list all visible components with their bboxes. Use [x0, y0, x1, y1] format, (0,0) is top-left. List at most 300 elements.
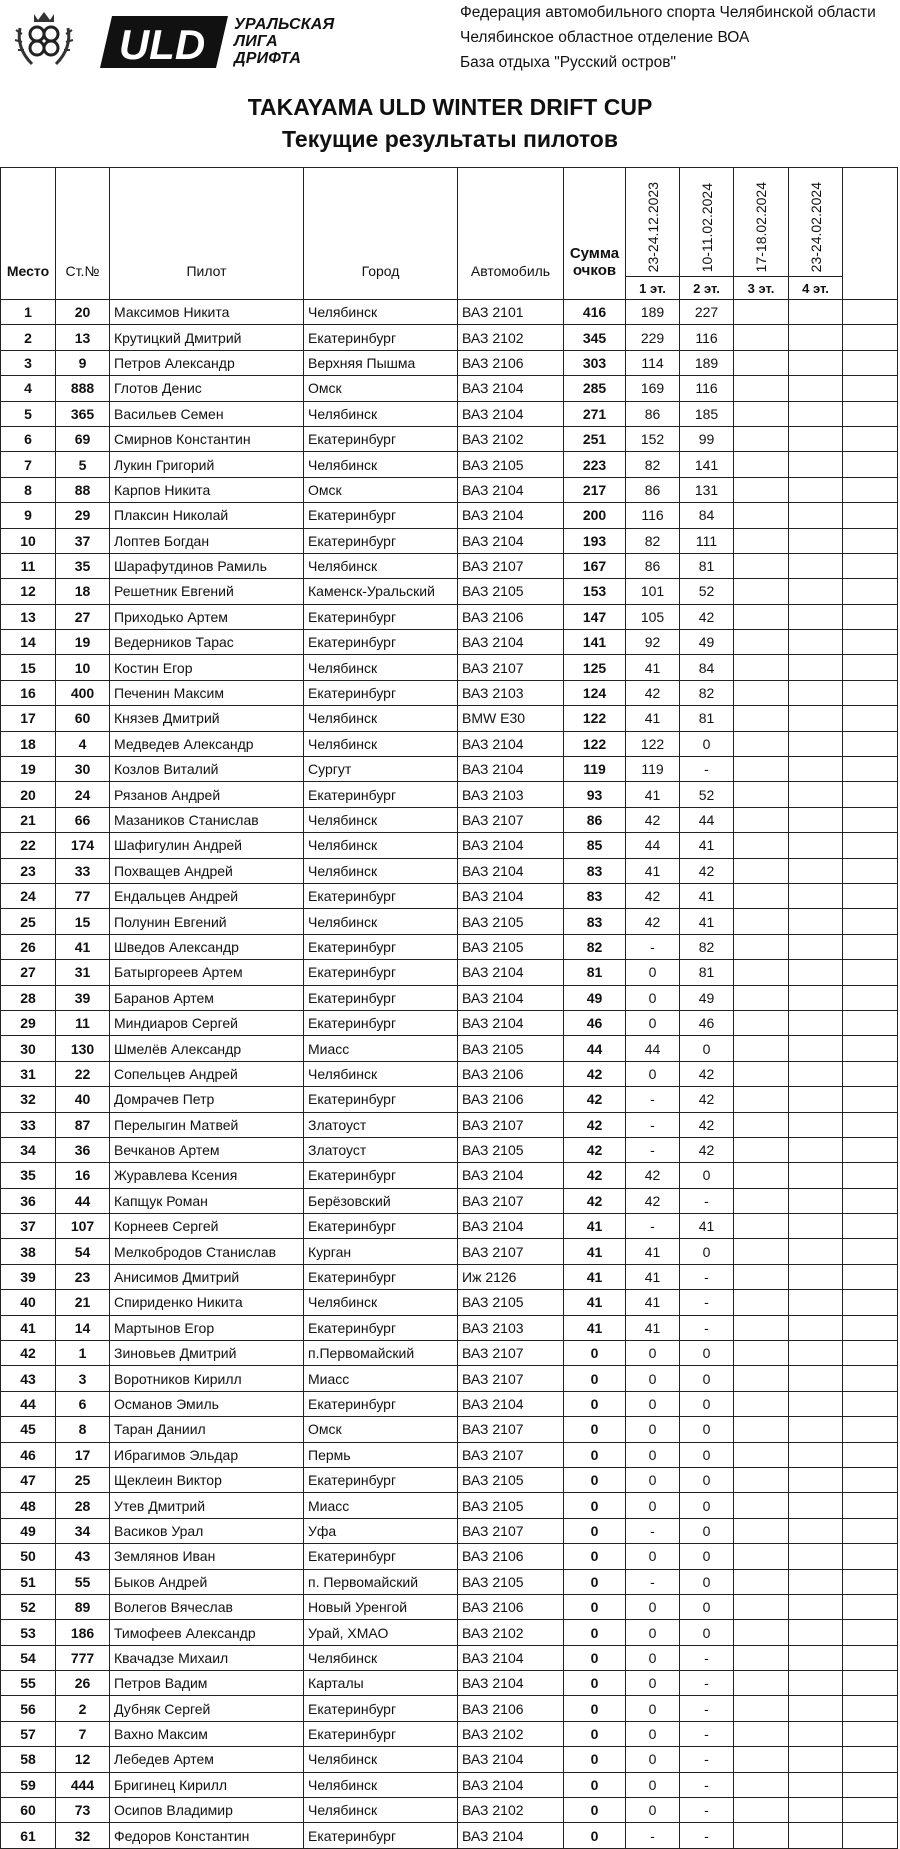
- stage2-cell: 0: [680, 1569, 734, 1594]
- stage3-cell: [734, 1315, 789, 1340]
- city-cell: Екатеринбург: [304, 1315, 458, 1340]
- num-cell: 28: [56, 1493, 110, 1518]
- car-cell: ВАЗ 2104: [458, 883, 564, 908]
- stage4-cell: [789, 1721, 843, 1746]
- stage4-cell: [789, 1518, 843, 1543]
- pilot-cell: Зиновьев Дмитрий: [110, 1341, 304, 1366]
- total-cell: 42: [564, 1061, 626, 1086]
- stage3-cell: [734, 1036, 789, 1061]
- place-cell: 24: [1, 883, 56, 908]
- table-row: [1, 477, 898, 502]
- stage4-cell: [789, 680, 843, 705]
- place-cell: 51: [1, 1569, 56, 1594]
- num-cell: 9: [56, 350, 110, 375]
- num-cell: 4: [56, 731, 110, 756]
- num-cell: 400: [56, 680, 110, 705]
- stage2-cell: 82: [680, 934, 734, 959]
- stage1-cell: 41: [626, 706, 680, 731]
- place-cell: 26: [1, 934, 56, 959]
- stage3-cell: [734, 1137, 789, 1162]
- table-row: [1, 1569, 898, 1594]
- total-cell: 0: [564, 1391, 626, 1416]
- stage1-cell: 44: [626, 833, 680, 858]
- car-cell: ВАЗ 2104: [458, 1214, 564, 1239]
- city-cell: Уфа: [304, 1518, 458, 1543]
- stage3-cell: [734, 325, 789, 350]
- stage3-cell: [734, 706, 789, 731]
- extra-cell: [843, 1493, 898, 1518]
- city-cell: Омск: [304, 376, 458, 401]
- stage2-cell: 81: [680, 706, 734, 731]
- stage2-cell: 81: [680, 553, 734, 578]
- extra-cell: [843, 1290, 898, 1315]
- place-cell: 56: [1, 1696, 56, 1721]
- table-row: [1, 401, 898, 426]
- extra-cell: [843, 680, 898, 705]
- stage2-cell: 52: [680, 579, 734, 604]
- stage2-cell: 0: [680, 1391, 734, 1416]
- stage2-cell: 99: [680, 426, 734, 451]
- num-cell: 33: [56, 858, 110, 883]
- stage2-cell: -: [680, 1188, 734, 1213]
- num-cell: 444: [56, 1772, 110, 1797]
- table-row: [1, 1544, 898, 1569]
- num-cell: 19: [56, 630, 110, 655]
- stage2-cell: -: [680, 757, 734, 782]
- place-cell: 34: [1, 1137, 56, 1162]
- pilot-cell: Максимов Никита: [110, 300, 304, 325]
- stage3-cell: [734, 934, 789, 959]
- extra-cell: [843, 300, 898, 325]
- city-cell: Курган: [304, 1239, 458, 1264]
- table-header-row: [1, 168, 898, 277]
- num-cell: 39: [56, 985, 110, 1010]
- city-cell: Верхняя Пышма: [304, 350, 458, 375]
- extra-cell: [843, 858, 898, 883]
- stage1-cell: 92: [626, 630, 680, 655]
- stage3-cell: [734, 1087, 789, 1112]
- stage4-cell: [789, 1112, 843, 1137]
- stage2-cell: 49: [680, 985, 734, 1010]
- stage1-cell: 105: [626, 604, 680, 629]
- extra-cell: [843, 630, 898, 655]
- total-cell: 122: [564, 706, 626, 731]
- num-cell: 130: [56, 1036, 110, 1061]
- stage3-cell: [734, 426, 789, 451]
- table-row: [1, 1467, 898, 1492]
- stage-label: 1 эт.: [626, 277, 680, 300]
- place-cell: 57: [1, 1721, 56, 1746]
- pilot-cell: Перелыгин Матвей: [110, 1112, 304, 1137]
- extra-cell: [843, 1341, 898, 1366]
- stage2-cell: 82: [680, 680, 734, 705]
- car-cell: ВАЗ 2104: [458, 528, 564, 553]
- place-cell: 61: [1, 1823, 56, 1848]
- extra-cell: [843, 909, 898, 934]
- city-cell: Екатеринбург: [304, 503, 458, 528]
- total-cell: 200: [564, 503, 626, 528]
- car-cell: ВАЗ 2104: [458, 731, 564, 756]
- stage3-cell: [734, 731, 789, 756]
- total-cell: 285: [564, 376, 626, 401]
- place-cell: 9: [1, 503, 56, 528]
- city-cell: Омск: [304, 1417, 458, 1442]
- city-cell: Екатеринбург: [304, 1087, 458, 1112]
- pilot-cell: Осипов Владимир: [110, 1798, 304, 1823]
- stage1-cell: 41: [626, 858, 680, 883]
- table-row: [1, 1315, 898, 1340]
- total-cell: 83: [564, 858, 626, 883]
- total-cell: 83: [564, 909, 626, 934]
- pilot-cell: Землянов Иван: [110, 1544, 304, 1569]
- stage4-cell: [789, 477, 843, 502]
- pilot-cell: Миндиаров Сергей: [110, 1010, 304, 1035]
- pilot-cell: Федоров Константин: [110, 1823, 304, 1848]
- stage2-cell: -: [680, 1721, 734, 1746]
- uld-logo: [100, 14, 228, 70]
- extra-cell: [843, 1671, 898, 1696]
- stage4-cell: [789, 300, 843, 325]
- table-row: [1, 1341, 898, 1366]
- stage4-cell: [789, 1341, 843, 1366]
- col-city-header: Город: [304, 168, 458, 300]
- stage4-cell: [789, 1594, 843, 1619]
- table-row: [1, 452, 898, 477]
- stage3-cell: [734, 757, 789, 782]
- place-cell: 28: [1, 985, 56, 1010]
- extra-cell: [843, 1620, 898, 1645]
- num-cell: 26: [56, 1671, 110, 1696]
- pilot-cell: Волегов Вячеслав: [110, 1594, 304, 1619]
- extra-cell: [843, 1112, 898, 1137]
- stage3-cell: [734, 807, 789, 832]
- stage3-cell: [734, 528, 789, 553]
- stage3-cell: [734, 1493, 789, 1518]
- extra-cell: [843, 1823, 898, 1848]
- organizer-info: [460, 0, 876, 75]
- city-cell: Екатеринбург: [304, 1391, 458, 1416]
- num-cell: 43: [56, 1544, 110, 1569]
- place-cell: 17: [1, 706, 56, 731]
- extra-cell: [843, 325, 898, 350]
- stage1-cell: -: [626, 1137, 680, 1162]
- stage1-cell: 0: [626, 960, 680, 985]
- table-row: [1, 630, 898, 655]
- stage2-cell: -: [680, 1671, 734, 1696]
- stage1-cell: -: [626, 1087, 680, 1112]
- table-row: [1, 1112, 898, 1137]
- car-cell: ВАЗ 2104: [458, 960, 564, 985]
- city-cell: Екатеринбург: [304, 1696, 458, 1721]
- total-cell: 81: [564, 960, 626, 985]
- city-cell: Екатеринбург: [304, 1214, 458, 1239]
- extra-cell: [843, 731, 898, 756]
- place-cell: 1: [1, 300, 56, 325]
- place-cell: 47: [1, 1467, 56, 1492]
- table-row: [1, 325, 898, 350]
- pilot-cell: Крутицкий Дмитрий: [110, 325, 304, 350]
- stage4-cell: [789, 401, 843, 426]
- stage2-cell: 0: [680, 1493, 734, 1518]
- stage1-cell: 82: [626, 452, 680, 477]
- car-cell: ВАЗ 2105: [458, 1569, 564, 1594]
- stage4-cell: [789, 528, 843, 553]
- pilot-cell: Князев Дмитрий: [110, 706, 304, 731]
- car-cell: Иж 2126: [458, 1264, 564, 1289]
- stage3-cell: [734, 1112, 789, 1137]
- city-cell: Екатеринбург: [304, 426, 458, 451]
- stage3-cell: [734, 1214, 789, 1239]
- total-cell: 141: [564, 630, 626, 655]
- city-cell: Челябинск: [304, 858, 458, 883]
- stage4-cell: [789, 1315, 843, 1340]
- place-cell: 48: [1, 1493, 56, 1518]
- stage1-cell: 0: [626, 1391, 680, 1416]
- stage2-cell: 0: [680, 1163, 734, 1188]
- table-row: [1, 1671, 898, 1696]
- stage1-cell: 86: [626, 553, 680, 578]
- extra-cell: [843, 1366, 898, 1391]
- stage2-cell: -: [680, 1315, 734, 1340]
- pilot-cell: Васильев Семен: [110, 401, 304, 426]
- stage3-cell: [734, 401, 789, 426]
- car-cell: ВАЗ 2102: [458, 1798, 564, 1823]
- pilot-cell: Медведев Александр: [110, 731, 304, 756]
- total-cell: 42: [564, 1137, 626, 1162]
- city-cell: Екатеринбург: [304, 960, 458, 985]
- stage4-cell: [789, 1544, 843, 1569]
- table-row: [1, 985, 898, 1010]
- extra-cell: [843, 934, 898, 959]
- stage4-cell: [789, 655, 843, 680]
- extra-cell: [843, 1417, 898, 1442]
- pilot-cell: Козлов Виталий: [110, 757, 304, 782]
- extra-cell: [843, 350, 898, 375]
- total-cell: 271: [564, 401, 626, 426]
- num-cell: 27: [56, 604, 110, 629]
- city-cell: Златоуст: [304, 1137, 458, 1162]
- city-cell: Челябинск: [304, 1061, 458, 1086]
- total-cell: 41: [564, 1290, 626, 1315]
- stage2-cell: 44: [680, 807, 734, 832]
- place-cell: 19: [1, 757, 56, 782]
- car-cell: ВАЗ 2105: [458, 1493, 564, 1518]
- pilot-cell: Ендальцев Андрей: [110, 883, 304, 908]
- extra-cell: [843, 1264, 898, 1289]
- car-cell: ВАЗ 2104: [458, 630, 564, 655]
- car-cell: ВАЗ 2104: [458, 1391, 564, 1416]
- car-cell: ВАЗ 2107: [458, 1239, 564, 1264]
- stage4-cell: [789, 807, 843, 832]
- place-cell: 21: [1, 807, 56, 832]
- extra-cell: [843, 960, 898, 985]
- total-cell: 153: [564, 579, 626, 604]
- total-cell: 41: [564, 1264, 626, 1289]
- num-cell: 24: [56, 782, 110, 807]
- place-cell: 36: [1, 1188, 56, 1213]
- stage4-cell: [789, 858, 843, 883]
- stage3-cell: [734, 1391, 789, 1416]
- num-cell: 23: [56, 1264, 110, 1289]
- stage1-cell: 0: [626, 1721, 680, 1746]
- stage4-cell: [789, 706, 843, 731]
- total-cell: 42: [564, 1188, 626, 1213]
- num-cell: 2: [56, 1696, 110, 1721]
- stage1-cell: 0: [626, 1620, 680, 1645]
- pilot-cell: Квачадзе Михаил: [110, 1645, 304, 1670]
- col-empty: [843, 168, 898, 300]
- pilot-cell: Полунин Евгений: [110, 909, 304, 934]
- stage3-cell: [734, 1721, 789, 1746]
- table-row: [1, 1442, 898, 1467]
- car-cell: ВАЗ 2102: [458, 325, 564, 350]
- table-row: [1, 1010, 898, 1035]
- place-cell: 27: [1, 960, 56, 985]
- pilot-cell: Петров Александр: [110, 350, 304, 375]
- pilot-cell: Шафигулин Андрей: [110, 833, 304, 858]
- stage4-cell: [789, 1467, 843, 1492]
- extra-cell: [843, 1569, 898, 1594]
- place-cell: 38: [1, 1239, 56, 1264]
- stage2-cell: 189: [680, 350, 734, 375]
- extra-cell: [843, 1010, 898, 1035]
- car-cell: ВАЗ 2102: [458, 1620, 564, 1645]
- num-cell: 15: [56, 909, 110, 934]
- place-cell: 3: [1, 350, 56, 375]
- stage3-cell: [734, 350, 789, 375]
- car-cell: ВАЗ 2106: [458, 1087, 564, 1112]
- stage2-cell: 42: [680, 1112, 734, 1137]
- place-cell: 33: [1, 1112, 56, 1137]
- col-date-3: 17-18.02.2024: [734, 168, 789, 277]
- place-cell: 43: [1, 1366, 56, 1391]
- extra-cell: [843, 1772, 898, 1797]
- stage2-cell: 0: [680, 1341, 734, 1366]
- table-row: [1, 1391, 898, 1416]
- extra-cell: [843, 1391, 898, 1416]
- num-cell: 12: [56, 1747, 110, 1772]
- total-cell: 83: [564, 883, 626, 908]
- extra-cell: [843, 1036, 898, 1061]
- num-cell: 44: [56, 1188, 110, 1213]
- table-row: [1, 1798, 898, 1823]
- table-row: [1, 731, 898, 756]
- car-cell: ВАЗ 2104: [458, 1772, 564, 1797]
- city-cell: Карталы: [304, 1671, 458, 1696]
- pilot-cell: Тимофеев Александр: [110, 1620, 304, 1645]
- pilot-cell: Утев Дмитрий: [110, 1493, 304, 1518]
- extra-cell: [843, 706, 898, 731]
- stage2-cell: 131: [680, 477, 734, 502]
- stage1-cell: 119: [626, 757, 680, 782]
- stage2-cell: 141: [680, 452, 734, 477]
- stage1-cell: 0: [626, 985, 680, 1010]
- place-cell: 29: [1, 1010, 56, 1035]
- place-cell: 10: [1, 528, 56, 553]
- stage4-cell: [789, 883, 843, 908]
- extra-cell: [843, 1544, 898, 1569]
- table-row: [1, 1747, 898, 1772]
- page-title: TAKAYAMA ULD WINTER DRIFT CUP: [247, 94, 653, 120]
- stage4-cell: [789, 985, 843, 1010]
- table-row: [1, 680, 898, 705]
- total-cell: 0: [564, 1645, 626, 1670]
- stage2-cell: 116: [680, 325, 734, 350]
- stage3-cell: [734, 1341, 789, 1366]
- place-cell: 52: [1, 1594, 56, 1619]
- stage2-cell: 0: [680, 1518, 734, 1543]
- league-name: УРАЛЬСКАЯ ЛИГА ДРИФТА: [234, 16, 335, 67]
- stage3-cell: [734, 883, 789, 908]
- total-cell: 124: [564, 680, 626, 705]
- city-cell: Екатеринбург: [304, 782, 458, 807]
- total-cell: 125: [564, 655, 626, 680]
- table-row: [1, 655, 898, 680]
- city-cell: Миасс: [304, 1036, 458, 1061]
- num-cell: 777: [56, 1645, 110, 1670]
- table-row: [1, 553, 898, 578]
- stage3-cell: [734, 630, 789, 655]
- total-cell: 223: [564, 452, 626, 477]
- stage1-cell: 0: [626, 1544, 680, 1569]
- stage1-cell: 41: [626, 1315, 680, 1340]
- num-cell: 11: [56, 1010, 110, 1035]
- stage2-cell: 0: [680, 1036, 734, 1061]
- col-total-header: Сумма очков: [564, 168, 626, 300]
- car-cell: ВАЗ 2105: [458, 1036, 564, 1061]
- table-row: [1, 1518, 898, 1543]
- stage1-cell: 42: [626, 883, 680, 908]
- stage2-cell: 84: [680, 503, 734, 528]
- col-date-4: 23-24.02.2024: [789, 168, 843, 277]
- total-cell: 82: [564, 934, 626, 959]
- stage1-cell: 41: [626, 782, 680, 807]
- stage4-cell: [789, 1290, 843, 1315]
- extra-cell: [843, 604, 898, 629]
- org-line: База отдыха "Русский остров": [460, 54, 676, 71]
- pilot-cell: Анисимов Дмитрий: [110, 1264, 304, 1289]
- city-cell: Екатеринбург: [304, 1264, 458, 1289]
- car-cell: ВАЗ 2104: [458, 1823, 564, 1848]
- stage4-cell: [789, 1366, 843, 1391]
- place-cell: 31: [1, 1061, 56, 1086]
- pilot-cell: Карпов Никита: [110, 477, 304, 502]
- stage2-cell: 227: [680, 300, 734, 325]
- stage1-cell: 0: [626, 1696, 680, 1721]
- table-row: [1, 1036, 898, 1061]
- extra-cell: [843, 1696, 898, 1721]
- city-cell: Новый Уренгой: [304, 1594, 458, 1619]
- stage2-cell: 42: [680, 1137, 734, 1162]
- car-cell: ВАЗ 2107: [458, 807, 564, 832]
- car-cell: ВАЗ 2107: [458, 1417, 564, 1442]
- table-row: [1, 300, 898, 325]
- stage4-cell: [789, 630, 843, 655]
- stage2-cell: 49: [680, 630, 734, 655]
- city-cell: Челябинск: [304, 706, 458, 731]
- num-cell: 89: [56, 1594, 110, 1619]
- total-cell: 0: [564, 1366, 626, 1391]
- total-cell: 0: [564, 1747, 626, 1772]
- total-cell: 0: [564, 1341, 626, 1366]
- num-cell: 30: [56, 757, 110, 782]
- federation-emblem-icon: [12, 8, 76, 72]
- stage1-cell: 82: [626, 528, 680, 553]
- table-row: [1, 909, 898, 934]
- stage1-cell: 122: [626, 731, 680, 756]
- total-cell: 0: [564, 1696, 626, 1721]
- total-cell: 217: [564, 477, 626, 502]
